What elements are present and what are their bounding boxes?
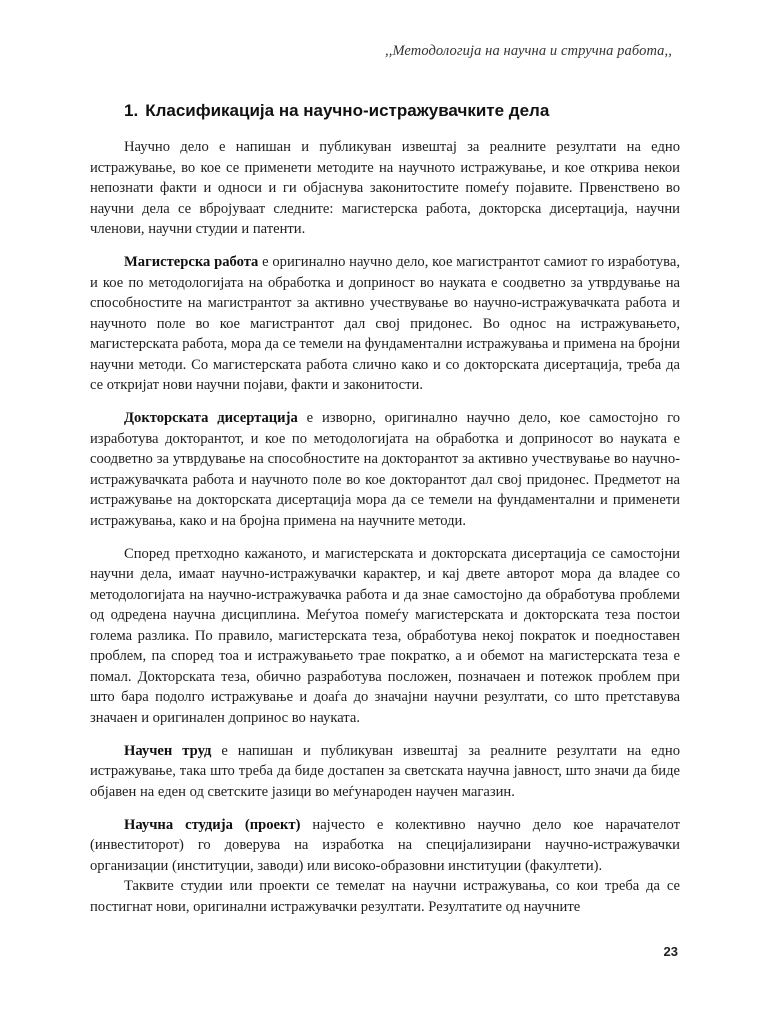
section-title: Класификација на научно-истражувачките дела xyxy=(145,101,550,120)
paragraph-studies-projects xyxy=(90,876,680,917)
paragraph-text: Таквите студии или проекти се темелат на научни истражувања, со кои треба да се постигнат нови, оригинални истражувачки резултати. Резултатите од научните xyxy=(90,878,680,915)
section-number: 1. xyxy=(124,101,139,120)
term-masters-thesis: Магистерска работа xyxy=(124,254,259,270)
paragraph-doctoral-dissertation xyxy=(90,408,680,531)
paragraph-text: Според претходно кажаното, и магистерската и докторската дисертација се самостојни научни дела, имаат научно-истражувачки карактер, и кај двете авторот мора да владее со методологијата на научно-истражувачка работа и да знае самостојно да обработува проблеми од одредена научна дисциплина. Меѓутоа помеѓу магистерската и докторската теза постои голема разлика. По правило, магистерската теза, обработува некој пократок и поедноставен проблем, па според тоа и истражувањето трае пократко, а и обемот на магистерската теза е помал. Докторската теза, обично разработува посложен, позначаен и потежок проблем при што бара подолго истражување и доаѓа до значајни научни резултати, со што претставува значаен и оригинален допринос во науката. xyxy=(90,545,680,726)
paragraph-text: Научно дело е напишан и публикуван извештај за реалните резултати на едно истражување, во кое се применети методите на научното истражување, и кое открива некои непознати факти и односи и ги објаснува законитостите помеѓу појавите. Првенствено во научни дела се вбројуваат следните: магистерска работа, докторска дисертација, научни членови, научни студии и патенти. xyxy=(90,139,680,237)
paragraph-scientific-paper xyxy=(90,741,680,803)
paragraph-text: е оригинално научно дело, кое магистрантот самиот го изработува, и кое по методологијата на обработка и доприност во науката е соодветно за утврдување на способностите на магистрантот за активно учествување во научно-истражувачката работа и научното поле во кое магистрантот дал свој придонес. Во однос на истражувањето, магистерската работа, мора да се темели на фундаментални истражувања и примена на бројни научни методи. Со магистерската работа слично како и со докторската дисертација, треба да се откријат нови научни појави, факти и законитости. xyxy=(90,254,680,393)
term-doctoral-dissertation: Докторската дисертација xyxy=(124,410,298,426)
paragraph-scientific-study xyxy=(90,815,680,877)
paragraph-text: е напишан и публикуван извештај за реалните резултати на едно истражување, така што треба да биде достапен за светската научна јавност, што значи да биде објавен на еден од светските јазици во меѓународен научен магазин. xyxy=(90,742,680,800)
term-scientific-paper: Научен труд xyxy=(124,742,212,759)
running-header: ,,Методологија на научна и стручна работа,, xyxy=(385,43,672,59)
section-heading xyxy=(124,101,549,121)
body-text xyxy=(90,137,680,917)
paragraph-comparison xyxy=(90,544,680,729)
paragraph-text: најчесто е колективно научно дело кое нарачателот (инвеститорот) го доверува на изработка на специјализирани научно-истражувачки организации (институции, заводи) или високо-образовни институции (факултети). xyxy=(90,816,681,874)
paragraph-masters-thesis xyxy=(90,252,680,396)
page-number: 23 xyxy=(663,944,678,959)
paragraph-intro xyxy=(90,137,680,240)
term-scientific-study: Научна студија (проект) xyxy=(124,816,301,833)
paragraph-text: е изворно, оригинално научно дело, кое самостојно го изработува докторантот, и кое по методологијата на обработка и доприносот во науката е соодветно за утврдување на способностите на докторантот за активно учествување во научно-истражувачката работа и научното поле во кое докторантот дал свој придонес. Предметот на истражување на докторската дисертација мора да се темели на фундаментални и применети истражувања, како и на бројна примена на научните методи. xyxy=(90,410,680,529)
